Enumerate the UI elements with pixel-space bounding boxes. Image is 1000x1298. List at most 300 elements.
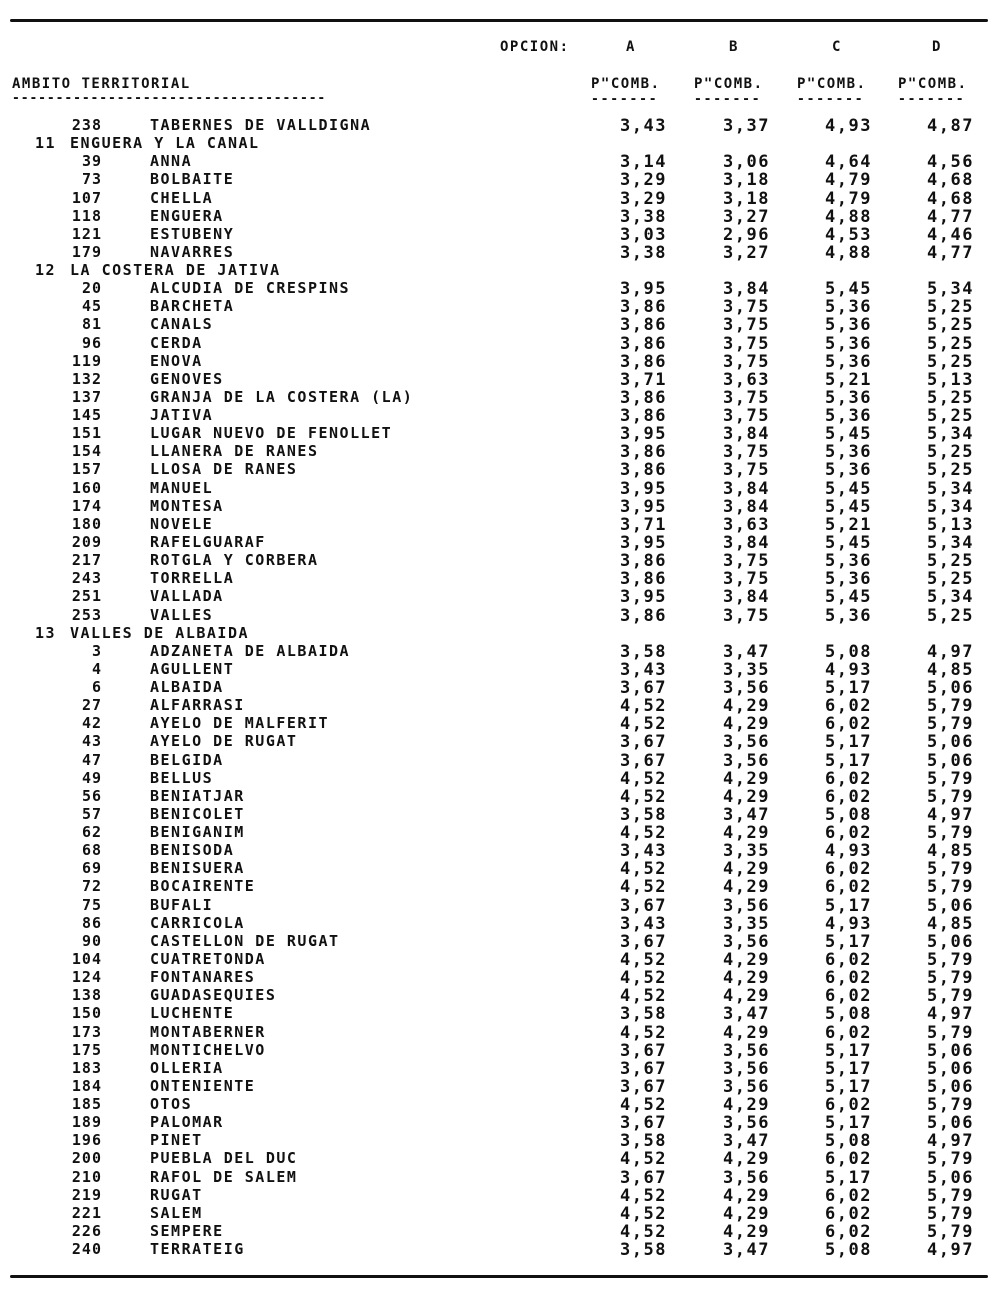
value-c: 5,08	[825, 1004, 872, 1025]
value-c: 5,08	[825, 804, 872, 825]
municipality-code: 183	[71, 1058, 102, 1077]
value-b: 3,75	[723, 351, 770, 372]
value-b: 3,18	[723, 170, 770, 191]
value-b: 4,29	[723, 768, 770, 789]
municipality-code: 56	[81, 786, 102, 805]
municipality-code: 154	[71, 442, 102, 461]
value-c: 4,79	[825, 170, 872, 191]
value-a: 3,86	[620, 605, 667, 626]
value-d: 4,77	[927, 242, 974, 263]
value-c: 6,02	[825, 1203, 872, 1224]
value-b: 4,29	[723, 786, 770, 807]
ambito-underline: ------------------------------------	[12, 91, 327, 106]
value-b: 3,63	[723, 369, 770, 390]
municipality-code: 151	[71, 424, 102, 443]
region-code: 13	[35, 623, 57, 642]
option-c-heading: C	[832, 39, 842, 55]
value-a: 3,86	[620, 569, 667, 590]
value-b: 3,56	[723, 895, 770, 916]
municipality-code: 180	[71, 514, 102, 533]
value-b: 3,47	[723, 1240, 770, 1261]
region-name: ENGUERA Y LA CANAL	[70, 134, 260, 153]
value-d: 5,79	[927, 823, 974, 844]
value-d: 5,79	[927, 1203, 974, 1224]
region-name: VALLES DE ALBAIDA	[70, 623, 250, 642]
value-a: 3,95	[620, 424, 667, 445]
value-a: 3,67	[620, 750, 667, 771]
municipality-name: ALCUDIA DE CRESPINS	[150, 279, 351, 298]
value-a: 4,52	[620, 1095, 667, 1116]
bottom-rule	[10, 1275, 988, 1278]
municipality-name: NOVELE	[150, 514, 214, 533]
municipality-name: PINET	[150, 1131, 203, 1150]
value-c: 6,02	[825, 968, 872, 989]
municipality-name: BENIATJAR	[150, 786, 245, 805]
municipality-code: 196	[71, 1131, 102, 1150]
value-a: 4,52	[620, 859, 667, 880]
value-d: 5,06	[927, 931, 974, 952]
col-a-underline: -------	[591, 92, 659, 107]
value-d: 5,06	[927, 750, 974, 771]
value-b: 3,84	[723, 478, 770, 499]
municipality-name: CANALS	[150, 315, 214, 334]
value-d: 5,79	[927, 1022, 974, 1043]
municipality-code: 243	[71, 569, 102, 588]
municipality-name: OTOS	[150, 1095, 193, 1114]
value-b: 3,27	[723, 206, 770, 227]
value-d: 5,79	[927, 1149, 974, 1170]
value-b: 3,75	[723, 551, 770, 572]
value-c: 5,17	[825, 1167, 872, 1188]
municipality-name: SALEM	[150, 1203, 203, 1222]
value-a: 3,67	[620, 1058, 667, 1079]
municipality-name: BELLUS	[150, 768, 214, 787]
value-b: 3,75	[723, 442, 770, 463]
value-c: 4,88	[825, 242, 872, 263]
value-a: 3,58	[620, 1240, 667, 1261]
col-c-underline: -------	[797, 92, 865, 107]
value-c: 5,08	[825, 1131, 872, 1152]
value-d: 5,79	[927, 968, 974, 989]
value-d: 4,87	[927, 116, 974, 136]
value-b: 4,29	[723, 1095, 770, 1116]
value-b: 3,75	[723, 297, 770, 318]
value-b: 4,29	[723, 823, 770, 844]
municipality-code: 189	[71, 1113, 102, 1132]
value-d: 4,97	[927, 1131, 974, 1152]
value-c: 6,02	[825, 1095, 872, 1116]
municipality-code: 49	[81, 768, 102, 787]
municipality-code: 185	[71, 1095, 102, 1114]
value-b: 4,29	[723, 714, 770, 735]
value-d: 5,25	[927, 351, 974, 372]
municipality-name: PUEBLA DEL DUC	[150, 1149, 298, 1168]
value-c: 5,21	[825, 514, 872, 535]
value-d: 5,79	[927, 1095, 974, 1116]
value-d: 4,77	[927, 206, 974, 227]
value-a: 3,43	[620, 913, 667, 934]
value-d: 5,79	[927, 786, 974, 807]
value-c: 5,17	[825, 678, 872, 699]
municipality-name: BOCAIRENTE	[150, 877, 256, 896]
value-a: 3,86	[620, 351, 667, 372]
value-a: 3,71	[620, 369, 667, 390]
municipality-code: 226	[71, 1221, 102, 1240]
municipality-name: CERDA	[150, 333, 203, 352]
municipality-name: RAFOL DE SALEM	[150, 1167, 298, 1186]
value-d: 5,25	[927, 406, 974, 427]
value-a: 3,67	[620, 678, 667, 699]
value-a: 4,52	[620, 1203, 667, 1224]
municipality-name: BENICOLET	[150, 804, 245, 823]
value-c: 5,36	[825, 605, 872, 626]
col-b-underline: -------	[694, 92, 762, 107]
value-d: 5,25	[927, 551, 974, 572]
value-b: 3,56	[723, 678, 770, 699]
municipality-name: ENOVA	[150, 351, 203, 370]
municipality-code: 210	[71, 1167, 102, 1186]
value-a: 3,29	[620, 170, 667, 191]
value-d: 5,13	[927, 514, 974, 535]
value-d: 5,25	[927, 315, 974, 336]
municipality-name: ANNA	[150, 152, 193, 171]
municipality-code: 118	[71, 206, 102, 225]
municipality-name: CARRICOLA	[150, 913, 245, 932]
municipality-code: 72	[81, 877, 102, 896]
value-b: 3,56	[723, 1113, 770, 1134]
value-b: 2,96	[723, 224, 770, 245]
municipality-code: 179	[71, 242, 102, 261]
value-c: 4,93	[825, 913, 872, 934]
value-c: 6,02	[825, 786, 872, 807]
value-a: 3,95	[620, 496, 667, 517]
value-a: 3,43	[620, 841, 667, 862]
value-c: 5,36	[825, 406, 872, 427]
value-d: 4,85	[927, 659, 974, 680]
municipality-name: CUATRETONDA	[150, 949, 266, 968]
value-a: 3,86	[620, 460, 667, 481]
value-c: 5,17	[825, 1040, 872, 1061]
value-b: 4,29	[723, 877, 770, 898]
municipality-name: MONTABERNER	[150, 1022, 266, 1041]
value-d: 4,46	[927, 224, 974, 245]
value-d: 4,68	[927, 170, 974, 191]
value-b: 3,75	[723, 315, 770, 336]
municipality-code: 184	[71, 1076, 102, 1095]
value-b: 3,75	[723, 333, 770, 354]
value-c: 5,17	[825, 895, 872, 916]
value-d: 5,34	[927, 478, 974, 499]
value-d: 5,34	[927, 496, 974, 517]
value-d: 5,25	[927, 333, 974, 354]
value-d: 5,25	[927, 387, 974, 408]
value-b: 3,75	[723, 605, 770, 626]
municipality-code: 47	[81, 750, 102, 769]
value-d: 5,79	[927, 859, 974, 880]
value-b: 4,29	[723, 1149, 770, 1170]
col-d-underline: -------	[898, 92, 966, 107]
value-b: 3,84	[723, 532, 770, 553]
municipality-code: 138	[71, 986, 102, 1005]
value-c: 5,36	[825, 442, 872, 463]
municipality-code: 27	[81, 696, 102, 715]
value-b: 4,29	[723, 1185, 770, 1206]
value-b: 3,75	[723, 387, 770, 408]
municipality-code: 240	[71, 1240, 102, 1259]
municipality-name: ESTUBENY	[150, 224, 235, 243]
value-b: 3,18	[723, 188, 770, 209]
option-d-heading: D	[932, 39, 942, 55]
value-a: 3,29	[620, 188, 667, 209]
value-a: 3,95	[620, 279, 667, 300]
value-a: 3,58	[620, 804, 667, 825]
value-a: 3,67	[620, 1167, 667, 1188]
value-a: 4,52	[620, 949, 667, 970]
value-b: 4,29	[723, 986, 770, 1007]
region-code: 11	[35, 134, 57, 153]
municipality-name: RAFELGUARAF	[150, 532, 266, 551]
municipality-code: 119	[71, 351, 102, 370]
value-c: 5,08	[825, 641, 872, 662]
municipality-name: CASTELLON DE RUGAT	[150, 931, 340, 950]
value-b: 3,56	[723, 1040, 770, 1061]
municipality-code: 96	[81, 333, 102, 352]
value-d: 5,06	[927, 1167, 974, 1188]
col-a-label: P"COMB.	[591, 76, 661, 92]
value-d: 4,56	[927, 152, 974, 173]
municipality-name: ADZANETA DE ALBAIDA	[150, 641, 351, 660]
municipality-code: 62	[81, 823, 102, 842]
value-b: 3,84	[723, 587, 770, 608]
municipality-code: 20	[81, 279, 102, 298]
value-c: 5,17	[825, 1113, 872, 1134]
value-a: 3,86	[620, 442, 667, 463]
municipality-name: MANUEL	[150, 478, 214, 497]
municipality-code: 251	[71, 587, 102, 606]
value-a: 3,58	[620, 641, 667, 662]
value-b: 3,75	[723, 460, 770, 481]
value-c: 4,53	[825, 224, 872, 245]
value-d: 4,97	[927, 1240, 974, 1261]
value-a: 3,86	[620, 406, 667, 427]
value-c: 6,02	[825, 986, 872, 1007]
value-a: 4,52	[620, 823, 667, 844]
value-d: 5,25	[927, 569, 974, 590]
value-a: 4,52	[620, 786, 667, 807]
municipality-name: TERRATEIG	[150, 1240, 245, 1259]
value-a: 4,52	[620, 696, 667, 717]
value-c: 6,02	[825, 949, 872, 970]
municipality-name: TORRELLA	[150, 569, 235, 588]
value-d: 5,79	[927, 1185, 974, 1206]
municipality-code: 43	[81, 732, 102, 751]
value-b: 4,29	[723, 1203, 770, 1224]
value-d: 5,79	[927, 1221, 974, 1242]
value-a: 4,52	[620, 1185, 667, 1206]
value-d: 5,34	[927, 532, 974, 553]
value-d: 5,79	[927, 986, 974, 1007]
value-a: 3,86	[620, 333, 667, 354]
municipality-name: GRANJA DE LA COSTERA (LA)	[150, 387, 414, 406]
col-d-label: P"COMB.	[898, 76, 968, 92]
value-c: 5,36	[825, 460, 872, 481]
municipality-name: BENISUERA	[150, 859, 245, 878]
value-c: 5,36	[825, 351, 872, 372]
value-c: 5,17	[825, 1058, 872, 1079]
value-d: 4,85	[927, 913, 974, 934]
value-c: 4,88	[825, 206, 872, 227]
municipality-code: 4	[91, 659, 102, 678]
value-a: 3,95	[620, 478, 667, 499]
value-c: 5,17	[825, 750, 872, 771]
ambito-heading: AMBITO TERRITORIAL	[12, 76, 191, 92]
value-d: 5,25	[927, 442, 974, 463]
municipality-name: GENOVES	[150, 369, 224, 388]
value-b: 3,47	[723, 1004, 770, 1025]
value-d: 5,79	[927, 714, 974, 735]
value-a: 3,71	[620, 514, 667, 535]
value-a: 3,67	[620, 895, 667, 916]
value-c: 5,17	[825, 931, 872, 952]
value-d: 5,79	[927, 877, 974, 898]
municipality-code: 145	[71, 406, 102, 425]
value-c: 5,36	[825, 551, 872, 572]
region-name: LA COSTERA DE JATIVA	[70, 261, 281, 280]
municipality-code: 157	[71, 460, 102, 479]
municipality-code: 200	[71, 1149, 102, 1168]
municipality-name: JATIVA	[150, 406, 214, 425]
value-a: 3,95	[620, 532, 667, 553]
municipality-name: VALLES	[150, 605, 214, 624]
value-a: 3,58	[620, 1004, 667, 1025]
value-a: 3,58	[620, 1131, 667, 1152]
municipality-name: PALOMAR	[150, 1113, 224, 1132]
municipality-code: 73	[81, 170, 102, 189]
municipality-code: 217	[71, 551, 102, 570]
municipality-code: 69	[81, 859, 102, 878]
municipality-code: 174	[71, 496, 102, 515]
municipality-name: AYELO DE MALFERIT	[150, 714, 330, 733]
value-b: 3,84	[723, 424, 770, 445]
municipality-code: 104	[71, 949, 102, 968]
value-a: 3,67	[620, 931, 667, 952]
municipality-name: LLANERA DE RANES	[150, 442, 319, 461]
municipality-name: RUGAT	[150, 1185, 203, 1204]
value-a: 3,43	[620, 116, 667, 136]
value-c: 5,17	[825, 1076, 872, 1097]
value-a: 4,52	[620, 768, 667, 789]
municipality-code: 150	[71, 1004, 102, 1023]
value-b: 3,75	[723, 406, 770, 427]
value-b: 3,63	[723, 514, 770, 535]
municipality-code: 121	[71, 224, 102, 243]
value-b: 3,56	[723, 931, 770, 952]
value-a: 3,86	[620, 551, 667, 572]
value-c: 5,36	[825, 333, 872, 354]
value-a: 4,52	[620, 1022, 667, 1043]
municipality-name: AYELO DE RUGAT	[150, 732, 298, 751]
value-d: 5,06	[927, 732, 974, 753]
municipality-code: 45	[81, 297, 102, 316]
value-b: 3,27	[723, 242, 770, 263]
value-a: 3,43	[620, 659, 667, 680]
value-c: 6,02	[825, 696, 872, 717]
municipality-code: 90	[81, 931, 102, 950]
value-b: 3,56	[723, 1076, 770, 1097]
value-d: 5,25	[927, 460, 974, 481]
option-b-heading: B	[729, 39, 739, 55]
value-b: 3,56	[723, 732, 770, 753]
value-d: 5,06	[927, 1076, 974, 1097]
municipality-name: ONTENIENTE	[150, 1076, 256, 1095]
value-b: 3,84	[723, 279, 770, 300]
value-b: 3,47	[723, 1131, 770, 1152]
value-d: 5,79	[927, 949, 974, 970]
value-c: 6,02	[825, 877, 872, 898]
municipality-code: 173	[71, 1022, 102, 1041]
value-c: 5,17	[825, 732, 872, 753]
value-d: 5,06	[927, 895, 974, 916]
municipality-code: 124	[71, 968, 102, 987]
value-b: 4,29	[723, 968, 770, 989]
value-c: 5,36	[825, 569, 872, 590]
value-b: 3,56	[723, 1058, 770, 1079]
value-a: 3,86	[620, 297, 667, 318]
value-d: 5,13	[927, 369, 974, 390]
value-c: 5,36	[825, 387, 872, 408]
value-a: 3,95	[620, 587, 667, 608]
value-b: 3,35	[723, 659, 770, 680]
value-d: 4,97	[927, 641, 974, 662]
value-b: 3,35	[723, 913, 770, 934]
value-c: 5,08	[825, 1240, 872, 1261]
municipality-name: BUFALI	[150, 895, 214, 914]
col-c-label: P"COMB.	[797, 76, 867, 92]
municipality-code: 209	[71, 532, 102, 551]
municipality-code: 81	[81, 315, 102, 334]
value-a: 4,52	[620, 877, 667, 898]
municipality-name: BENIGANIM	[150, 823, 245, 842]
municipality-code: 75	[81, 895, 102, 914]
municipality-code: 86	[81, 913, 102, 932]
municipality-name: MONTESA	[150, 496, 224, 515]
value-c: 6,02	[825, 1149, 872, 1170]
value-a: 3,86	[620, 387, 667, 408]
value-c: 4,93	[825, 841, 872, 862]
value-b: 3,84	[723, 496, 770, 517]
option-a-heading: A	[626, 39, 636, 55]
value-b: 4,29	[723, 1221, 770, 1242]
value-b: 3,75	[723, 569, 770, 590]
municipality-name: AGULLENT	[150, 659, 235, 678]
col-b-label: P"COMB.	[694, 76, 764, 92]
value-b: 3,35	[723, 841, 770, 862]
value-c: 4,93	[825, 659, 872, 680]
value-d: 5,79	[927, 768, 974, 789]
value-c: 5,45	[825, 424, 872, 445]
municipality-code: 238	[71, 116, 102, 134]
municipality-code: 253	[71, 605, 102, 624]
municipality-name: BARCHETA	[150, 297, 235, 316]
municipality-name: ENGUERA	[150, 206, 224, 225]
municipality-code: 39	[81, 152, 102, 171]
value-c: 5,45	[825, 532, 872, 553]
municipality-name: CHELLA	[150, 188, 214, 207]
municipality-name: VALLADA	[150, 587, 224, 606]
value-a: 3,86	[620, 315, 667, 336]
value-c: 4,79	[825, 188, 872, 209]
municipality-name: LUGAR NUEVO DE FENOLLET	[150, 424, 393, 443]
